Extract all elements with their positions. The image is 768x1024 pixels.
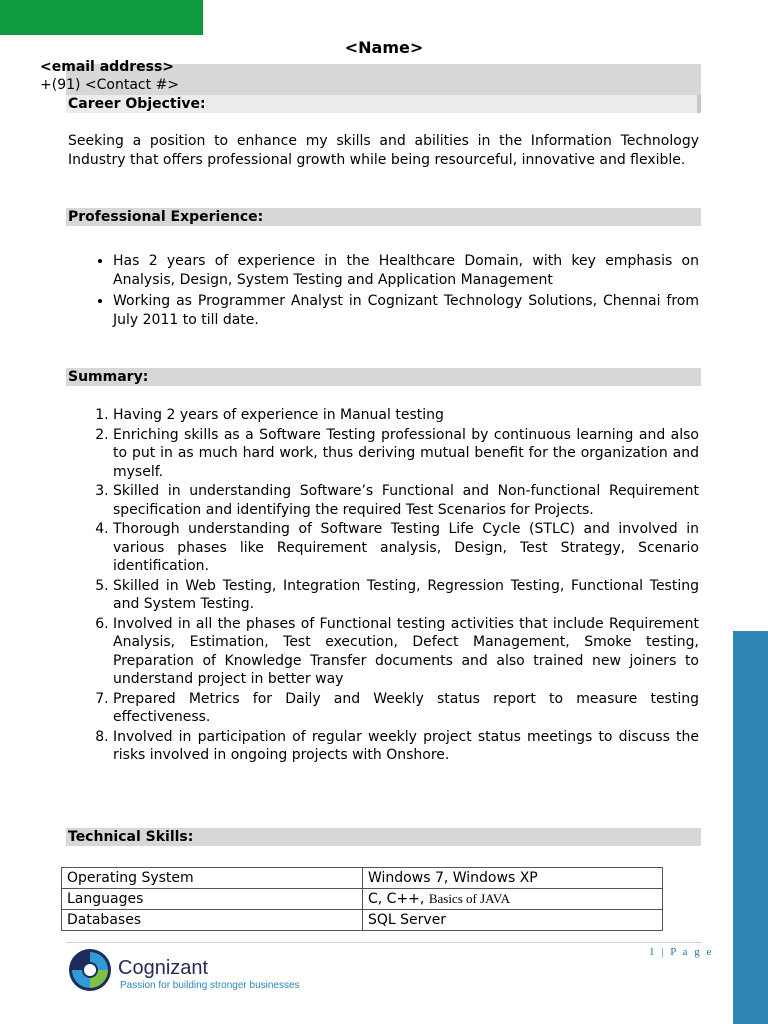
table-row bbox=[62, 889, 663, 910]
technical-skills-table bbox=[61, 867, 663, 931]
heading-tick-mark bbox=[697, 95, 701, 113]
skill-value-suffix: Basics of JAVA bbox=[428, 891, 510, 906]
list-item: 8. Involved in participation of regular weekly project status meetings to discuss the risks involved in ongoing projects with Onshore. bbox=[113, 728, 699, 765]
contact-number: +(91) <Contact #> bbox=[40, 77, 180, 93]
list-item: 1. Having 2 years of experience in Manual testing bbox=[113, 406, 699, 425]
list-item: 4. Thorough understanding of Software Testing Life Cycle (STLC) and involved in various phases like Requirement analysis, Design, Test Strategy, Scenario identification. bbox=[113, 520, 699, 576]
career-objective-text: Seeking a position to enhance my skills and abilities in the Information Technology Industry that offers professional growth while being resourceful, innovative and flexible. bbox=[68, 133, 699, 168]
list-item: • Has 2 years of experience in the Healthcare Domain, with key emphasis on Analysis, Design, System Testing and Application Management bbox=[113, 252, 699, 289]
technical-skills-heading: Technical Skills: bbox=[66, 828, 701, 846]
list-item: 6. Involved in all the phases of Functional testing activities that include Requirement Analysis, Estimation, Test execution, Defect Management, Smoke testing, Preparation of Knowledge Transfer documents and also trained new joiners to understand project in better way bbox=[113, 615, 699, 689]
list-item: 3. Skilled in understanding Software’s Functional and Non-functional Requirement specification and identifying the required Test Scenarios for Projects. bbox=[113, 482, 699, 519]
skill-label: Operating System bbox=[62, 868, 363, 889]
list-item: 2. Enriching skills as a Software Testing professional by continuous learning and also to put in as much hard work, thus deriving mutual benefit for the organization and myself. bbox=[113, 426, 699, 482]
table-row bbox=[62, 868, 663, 889]
summary-heading: Summary: bbox=[66, 368, 701, 386]
logo-tagline: Passion for building stronger businesses bbox=[120, 980, 300, 991]
logo-company-name: Cognizant bbox=[118, 957, 209, 979]
skill-label: Languages bbox=[62, 889, 363, 910]
career-objective-heading: Career Objective: bbox=[66, 95, 697, 113]
top-green-accent-bar bbox=[0, 0, 203, 35]
candidate-name: <Name> bbox=[344, 38, 424, 57]
professional-experience-heading: Professional Experience: bbox=[66, 208, 701, 226]
summary-list bbox=[68, 406, 699, 766]
skill-value: Windows 7, Windows XP bbox=[363, 868, 663, 889]
cognizant-logo-icon bbox=[68, 948, 112, 992]
list-item: 5. Skilled in Web Testing, Integration Testing, Regression Testing, Functional Testing and System Testing. bbox=[113, 577, 699, 614]
side-blue-accent-bar bbox=[733, 631, 768, 1024]
skill-value-prefix: C, C++, bbox=[368, 891, 429, 907]
page-number: 1 | P a g e bbox=[649, 946, 714, 958]
list-item: 7. Prepared Metrics for Daily and Weekly status report to measure testing effectiveness. bbox=[113, 690, 699, 727]
list-item: • Working as Programmer Analyst in Cognizant Technology Solutions, Chennai from July 2011 to till date. bbox=[113, 292, 699, 329]
table-row bbox=[62, 910, 663, 931]
skill-label: Databases bbox=[62, 910, 363, 931]
experience-list bbox=[68, 252, 699, 332]
email-address: <email address> bbox=[40, 59, 175, 75]
footer-divider bbox=[66, 942, 701, 943]
skill-value bbox=[363, 889, 663, 910]
skill-value: SQL Server bbox=[363, 910, 663, 931]
